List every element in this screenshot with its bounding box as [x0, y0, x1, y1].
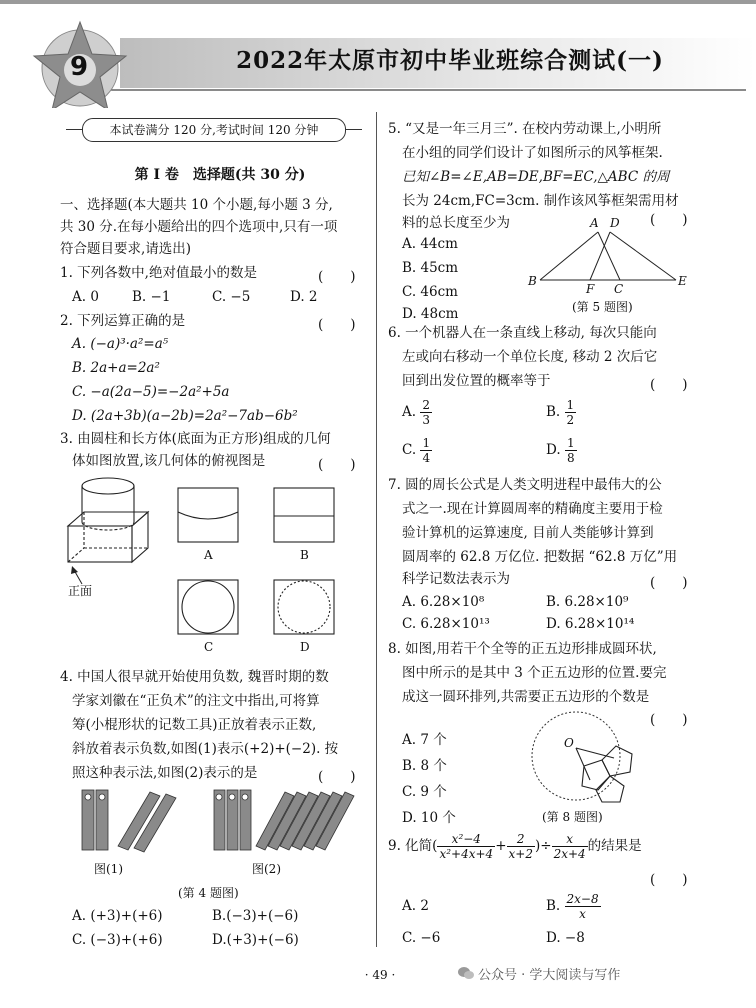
q5-stem-1: 5. “又是一年三月三”. 在校内劳动课上,小明所 — [388, 121, 662, 137]
q9-suffix: 的结果是 — [587, 838, 642, 854]
q4-option-d: D.(+3)+(−6) — [212, 932, 299, 948]
instruction-line-2: 共 30 分.在每小题给出的四个选项中,只有一项 — [60, 219, 338, 235]
q5-point-f: F — [586, 282, 595, 296]
q4-option-a: A. (+3)+(+6) — [72, 908, 163, 924]
q6-option-c-letter: C. — [402, 442, 417, 458]
q4-option-b: B.(−3)+(−6) — [212, 908, 299, 924]
q1-option-b: B. −1 — [132, 289, 171, 305]
q5-option-b: B. 45cm — [402, 260, 459, 276]
q2-option-b: B. 2a+a=2a² — [72, 360, 160, 376]
q3-option-c-figure — [178, 580, 238, 634]
q7-option-d: D. 6.28×10¹⁴ — [546, 616, 635, 632]
q9-fraction-3 — [552, 832, 588, 861]
q5-option-c: C. 46cm — [402, 284, 458, 300]
q9-stem — [388, 832, 642, 861]
q9-f3-num: x — [552, 832, 588, 847]
q1-stem: 1. 下列各数中,绝对值最小的数是 — [60, 265, 257, 281]
q6-answer-paren: ( ) — [650, 377, 688, 393]
q3-solid-figure — [68, 478, 148, 562]
q3-option-b-figure — [274, 488, 334, 542]
q5-point-b: B — [528, 274, 537, 288]
q9-option-d: D. −8 — [546, 930, 585, 946]
q1-answer-paren: ( ) — [318, 269, 356, 285]
q7-stem-4: 圆周率的 62.8 万亿位. 把数据 “62.8 万亿”用 — [402, 549, 678, 565]
q4-figure-caption: (第 4 题图) — [178, 886, 239, 900]
q3-label-a: A — [204, 548, 213, 562]
q9-fraction-2 — [507, 832, 535, 861]
q4-answer-paren: ( ) — [318, 769, 356, 785]
q3-label-d: D — [300, 640, 310, 654]
q8-option-c: C. 9 个 — [402, 784, 447, 800]
q6-option-d-fraction — [565, 436, 577, 465]
q9-option-b-letter: B. — [546, 898, 561, 914]
q8-pentagon-ring-figure — [524, 706, 644, 806]
q3-option-a-figure — [178, 488, 238, 542]
q9-f2-den: x+2 — [508, 847, 533, 861]
q8-option-a: A. 7 个 — [402, 732, 447, 748]
q3-label-b: B — [300, 548, 309, 562]
q9-divide: )÷ — [534, 838, 552, 854]
q5-stem-2: 在小组的同学们设计了如图所示的风筝框架. — [402, 145, 663, 161]
q5-point-a: A — [590, 216, 599, 230]
q5-point-c: C — [614, 282, 624, 296]
q8-stem-1: 8. 如图,用若干个全等的正五边形排成圆环状, — [388, 641, 657, 657]
q3-front-label: 正面 — [68, 584, 93, 598]
q5-stem-4: 长为 24cm,FC=3cm. 制作该风筝框架需用材 — [402, 193, 679, 209]
q1-option-a: A. 0 — [72, 289, 99, 305]
instruction-line-1: 一、选择题(本大题共 10 个小题,每小题 3 分, — [60, 197, 333, 213]
q8-answer-paren: ( ) — [650, 712, 688, 728]
q7-option-a: A. 6.28×10⁸ — [402, 594, 485, 610]
q3-answer-paren: ( ) — [318, 457, 356, 473]
q4-option-c: C. (−3)+(+6) — [72, 932, 163, 948]
instruction-line-3: 符合题目要求,请选出) — [60, 241, 192, 257]
q6-option-b — [546, 398, 576, 427]
q6-stem-1: 6. 一个机器人在一条直线上移动, 每次只能向 — [388, 325, 657, 341]
q5-stem-3: 已知∠B=∠E,AB=DE,BF=EC,△ABC 的周 — [402, 169, 670, 185]
q6-option-b-letter: B. — [546, 404, 561, 420]
q4-stem-1: 4. 中国人很早就开始使用负数, 魏晋时期的数 — [60, 669, 329, 685]
q2-option-d: D. (2a+3b)(a−2b)=2a²−7ab−6b² — [72, 408, 298, 424]
q7-stem-1: 7. 圆的周长公式是人类文明进程中最伟大的公 — [388, 477, 662, 493]
q9-option-b — [546, 892, 601, 921]
q9-fraction-1 — [437, 832, 495, 861]
paper-number-badge: 9 — [69, 52, 89, 82]
q1-option-c: C. −5 — [212, 289, 251, 305]
q6-option-b-fraction — [565, 398, 577, 427]
q6-option-a-letter: A. — [402, 404, 417, 420]
q9-option-b-num: 2x−8 — [566, 892, 599, 906]
q4-stem-2: 学家刘徽在“正负术”的注文中指出,可将算 — [72, 693, 320, 709]
q6-option-c-fraction — [420, 436, 432, 465]
q6-option-d-num: 1 — [566, 436, 575, 450]
q6-option-d — [546, 436, 577, 465]
q9-answer-paren: ( ) — [650, 872, 688, 888]
q5-answer-paren: ( ) — [650, 212, 688, 228]
q9-option-a: A. 2 — [402, 898, 429, 914]
q9-option-b-den: x — [579, 907, 586, 921]
wechat-icon — [458, 966, 474, 980]
q6-option-d-letter: D. — [546, 442, 561, 458]
q3-stem-1: 3. 由圆柱和长方体(底面为正方形)组成的几何 — [60, 431, 331, 447]
exam-notice: 本试卷满分 120 分,考试时间 120 分钟 — [82, 118, 346, 142]
q6-option-a-num: 2 — [422, 398, 430, 412]
q8-center-label: O — [564, 736, 574, 750]
q3-label-c: C — [204, 640, 214, 654]
q4-fig2-label: 图(2) — [252, 862, 281, 876]
q9-f3-den: 2x+4 — [553, 847, 586, 861]
q5-option-d: D. 48cm — [402, 306, 459, 322]
q6-option-a-den: 3 — [422, 413, 430, 427]
q2-option-c: C. −a(2a−5)=−2a²+5a — [72, 384, 230, 400]
q7-option-c: C. 6.28×10¹³ — [402, 616, 490, 632]
q8-option-b: B. 8 个 — [402, 758, 447, 774]
q7-stem-5: 科学记数法表示为 — [402, 571, 510, 587]
q2-stem: 2. 下列运算正确的是 — [60, 313, 186, 329]
q4-fig1-label: 图(1) — [94, 862, 123, 876]
q4-counting-rods — [72, 788, 362, 854]
q3-figures — [64, 476, 364, 654]
q9-option-c: C. −6 — [402, 930, 441, 946]
section-title: 第 I 卷 选择题(共 30 分) — [134, 167, 306, 183]
q9-f2-num: 2 — [507, 832, 535, 847]
q6-option-b-den: 2 — [566, 413, 575, 427]
q3-stem-2: 体如图放置,该几何体的俯视图是 — [72, 453, 266, 469]
q5-figure-caption: (第 5 题图) — [572, 300, 633, 314]
q1-option-d: D. 2 — [290, 289, 318, 305]
q6-option-d-den: 8 — [566, 451, 575, 465]
q4-stem-4: 斜放着表示负数,如图(1)表示(+2)+(−2). 按 — [72, 741, 339, 757]
q2-answer-paren: ( ) — [318, 317, 356, 333]
q5-stem-5: 料的总长度至少为 — [402, 215, 510, 231]
q6-option-c — [402, 436, 432, 465]
q4-stem-3: 筹(小棍形状的记数工具)正放着表示正数, — [72, 717, 317, 733]
q5-option-a: A. 44cm — [402, 236, 458, 252]
q6-stem-3: 回到出发位置的概率等于 — [402, 373, 551, 389]
q8-stem-3: 成这一圆环排列,共需要正五边形的个数是 — [402, 689, 650, 705]
page-number: · 49 · — [364, 968, 396, 982]
watermark-text: 公众号 · 学大阅读与写作 — [478, 968, 621, 983]
q2-option-a: A. (−a)³·a²=a⁵ — [72, 336, 169, 352]
q6-option-a — [402, 398, 432, 427]
q3-option-d-figure — [274, 580, 334, 634]
q6-option-b-num: 1 — [566, 398, 575, 412]
q7-option-b: B. 6.28×10⁹ — [546, 594, 629, 610]
q6-option-c-num: 1 — [422, 436, 431, 450]
q5-kite-figure — [530, 226, 690, 290]
column-divider — [376, 112, 377, 947]
q9-plus: + — [495, 838, 507, 854]
q7-answer-paren: ( ) — [650, 575, 688, 591]
q4-stem-5: 照这种表示法,如图(2)表示的是 — [72, 765, 258, 781]
q6-option-c-den: 4 — [422, 451, 431, 465]
q9-f1-den: x²+4x+4 — [439, 847, 494, 861]
q6-option-a-fraction — [420, 398, 432, 427]
q7-stem-2: 式之一.现在计算圆周率的精确度主要用于检 — [402, 501, 663, 517]
paper-title: 2022年太原市初中毕业班综合测试(一) — [236, 47, 664, 74]
q9-prefix: 9. 化简( — [388, 838, 438, 854]
q5-point-e: E — [678, 274, 687, 288]
q9-f1-num: x²−4 — [437, 832, 495, 847]
q9-option-b-fraction — [565, 892, 601, 921]
q6-stem-2: 左或向右移动一个单位长度, 移动 2 次后它 — [402, 349, 658, 365]
q7-stem-3: 验计算机的运算速度, 目前人类能够计算到 — [402, 525, 654, 541]
q8-figure-caption: (第 8 题图) — [542, 810, 603, 824]
q5-point-d: D — [610, 216, 620, 230]
q8-stem-2: 图中所示的是其中 3 个正五边形的位置.要完 — [402, 665, 667, 681]
q8-option-d: D. 10 个 — [402, 810, 456, 826]
